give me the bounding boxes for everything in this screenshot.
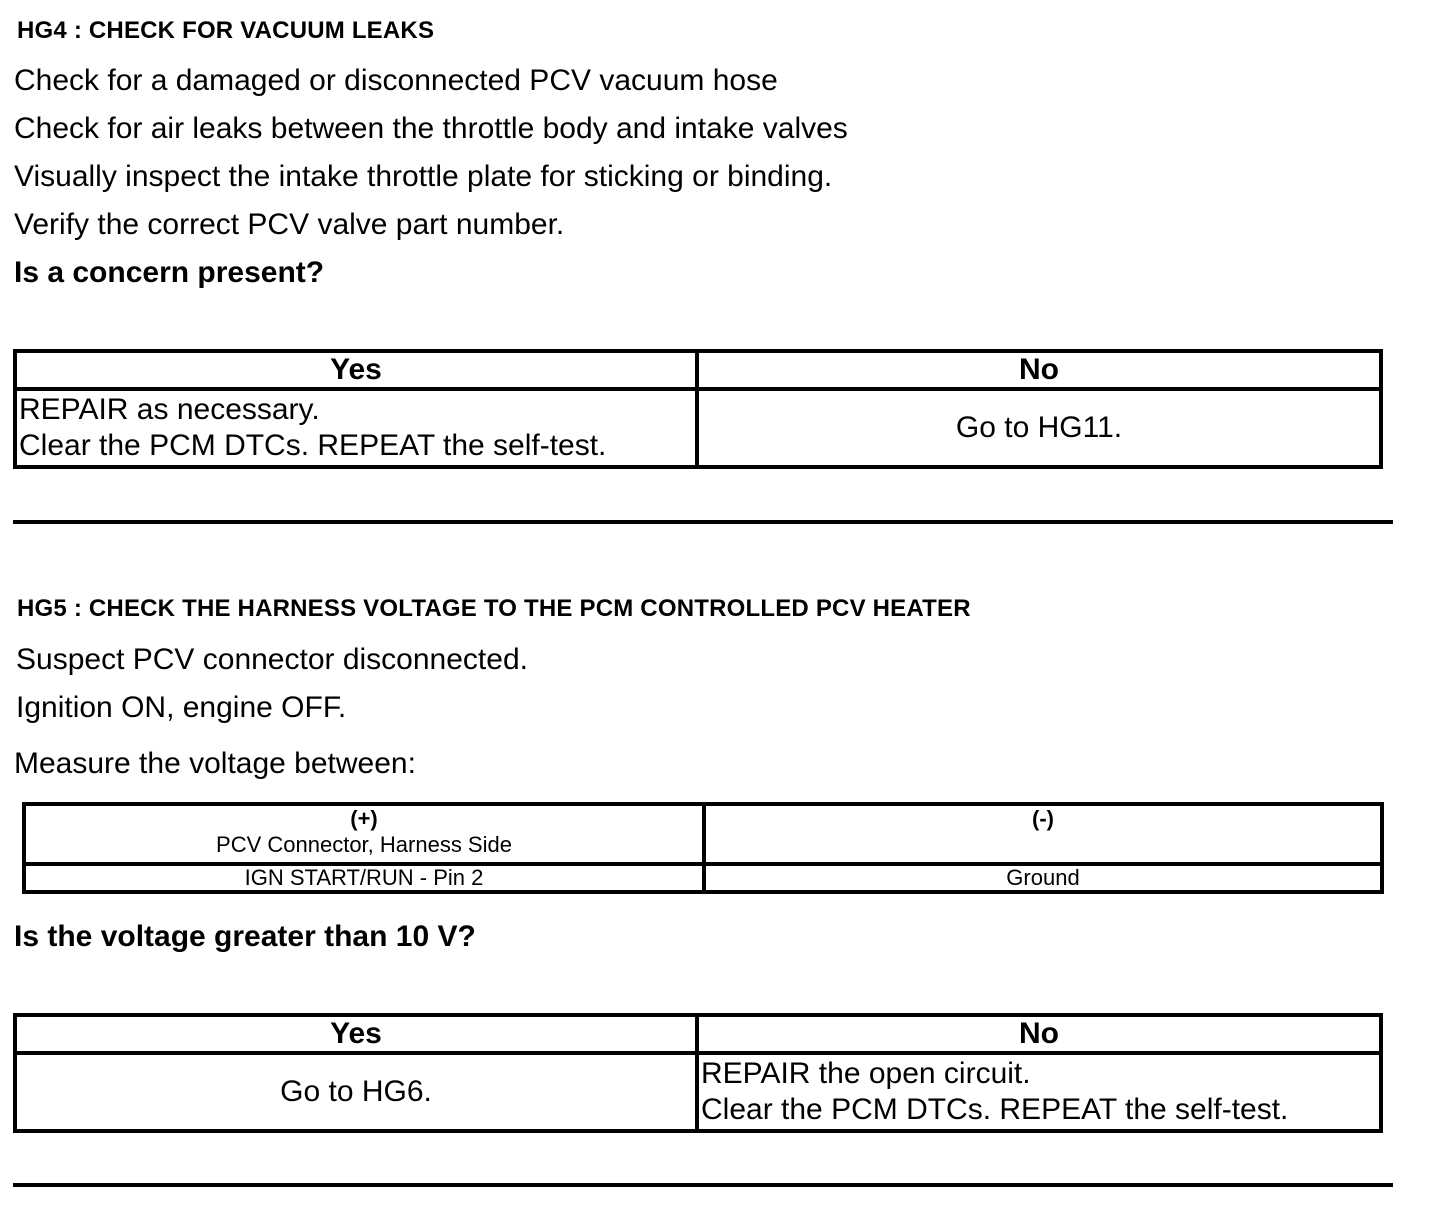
- measure-pos-subheader: PCV Connector, Harness Side: [216, 832, 512, 857]
- hg4-no-header: No: [697, 351, 1381, 389]
- measure-pos-header: (+): [350, 806, 378, 831]
- hg5-step-1: Suspect PCV connector disconnected.: [16, 643, 528, 676]
- hg4-yes-line-2: Clear the PCM DTCs. REPEAT the self-test.: [19, 429, 607, 462]
- hg4-yes-no-table: [13, 349, 1383, 469]
- hg5-heading: HG5 : CHECK THE HARNESS VOLTAGE TO THE PCM CONTROLLED PCV HEATER: [17, 595, 971, 622]
- hg4-step-2: Check for air leaks between the throttle body and intake valves: [14, 112, 848, 145]
- hg4-heading: HG4 : CHECK FOR VACUUM LEAKS: [17, 17, 435, 44]
- hg4-no-cell: Go to HG11.: [697, 389, 1381, 467]
- hg5-no-line-2: Clear the PCM DTCs. REPEAT the self-test.: [701, 1093, 1289, 1126]
- hg5-yes-header: Yes: [15, 1015, 697, 1053]
- hg5-step-3: Measure the voltage between:: [14, 747, 416, 780]
- section-divider: [13, 520, 1393, 524]
- bottom-divider: [13, 1183, 1393, 1187]
- measure-neg-value: Ground: [704, 864, 1382, 892]
- hg5-step-2: Ignition ON, engine OFF.: [16, 691, 347, 724]
- hg4-yes-line-1: REPAIR as necessary.: [19, 393, 320, 426]
- hg5-yes-no-table: [13, 1013, 1383, 1133]
- hg4-question: Is a concern present?: [14, 256, 325, 289]
- hg4-step-3: Visually inspect the intake throttle plate for sticking or binding.: [14, 160, 833, 193]
- measure-neg-header: (-): [704, 804, 1382, 864]
- hg4-step-4: Verify the correct PCV valve part number.: [14, 208, 565, 241]
- hg5-no-line-1: REPAIR the open circuit.: [701, 1057, 1031, 1090]
- hg5-yes-cell: Go to HG6.: [15, 1053, 697, 1131]
- hg4-yes-cell: [15, 389, 697, 467]
- hg5-question: Is the voltage greater than 10 V?: [14, 920, 476, 953]
- hg4-yes-header: Yes: [15, 351, 697, 389]
- hg5-no-cell: [697, 1053, 1381, 1131]
- measure-table: [22, 802, 1384, 894]
- measure-pos-header-cell: [24, 804, 704, 864]
- hg5-no-header: No: [697, 1015, 1381, 1053]
- hg4-step-1: Check for a damaged or disconnected PCV vacuum hose: [14, 64, 778, 97]
- measure-pos-value: IGN START/RUN - Pin 2: [24, 864, 704, 892]
